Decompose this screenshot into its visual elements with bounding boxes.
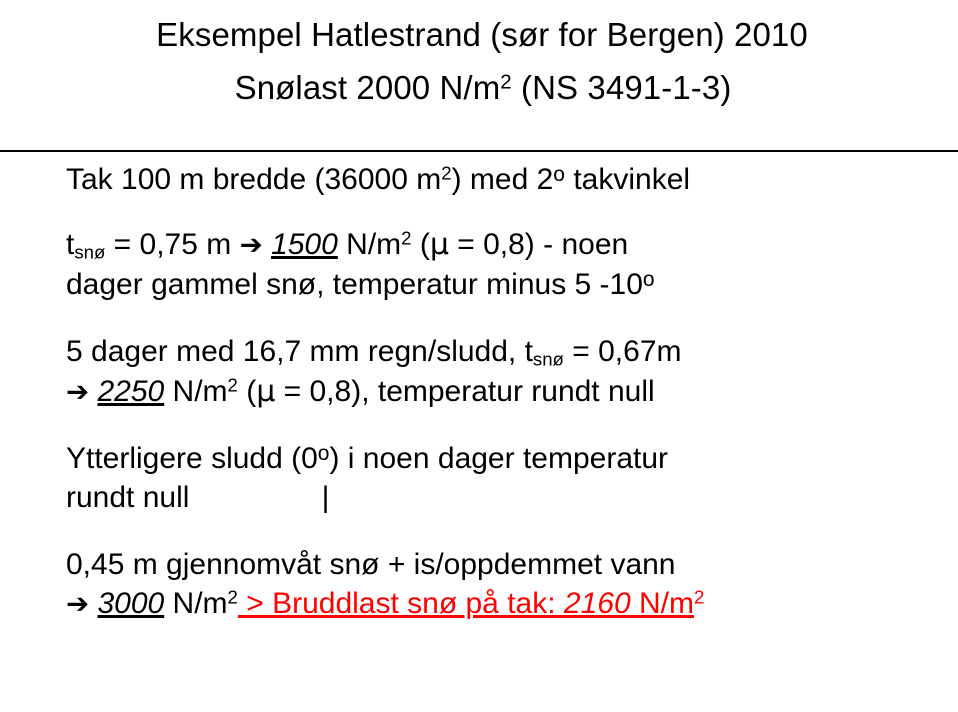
- text-caret: |: [321, 480, 330, 514]
- p5-text-b: N/m: [164, 586, 228, 620]
- p2-text-line2: dager gammel snø, temperatur minus 5 -10: [66, 267, 643, 301]
- p2-emphasis-value: 1500: [271, 228, 338, 261]
- p3-text-d: (: [237, 374, 257, 408]
- title-line-2-superscript: 2: [500, 70, 512, 94]
- slide-title: [0, 0, 958, 109]
- p3-line-2: [66, 372, 944, 411]
- p4-text-line2: rundt null: [66, 480, 190, 514]
- p5-red-superscript: 2: [693, 585, 705, 607]
- p2-arrow-icon: ➔: [239, 228, 263, 261]
- p5-red-text-b: N/m: [630, 586, 694, 620]
- p4-line-1: [66, 439, 944, 478]
- paragraph-additional-sleet: [66, 439, 944, 517]
- p2-line-1: [66, 225, 944, 265]
- p4-degree-symbol: o: [317, 441, 330, 465]
- p2-mu-symbol: μ: [429, 227, 449, 262]
- title-line-2: [0, 67, 958, 108]
- p5-emphasis-value: 3000: [97, 586, 165, 620]
- title-divider: [0, 150, 958, 152]
- p4-line-2: [66, 478, 944, 517]
- p5-line-2: [66, 584, 944, 623]
- p4-text-b: ) i noen dager temperatur: [329, 441, 669, 475]
- p5-text-a: 0,45 m gjennomvåt snø + is/oppdemmet vann: [66, 547, 676, 581]
- p1-text-b: ) med 2: [451, 163, 554, 196]
- p2-text-a: t: [66, 228, 75, 261]
- p1-text-c: takvinkel: [564, 163, 691, 196]
- p5-red-emphasis-value: 2160: [563, 586, 631, 620]
- p3-subscript-1: snø: [532, 348, 564, 370]
- p4-text-a: Ytterligere sludd (0: [66, 441, 318, 475]
- p2-line-2: [66, 265, 944, 304]
- paragraph-saturated-snow: [66, 545, 944, 623]
- title-line-1: Eksempel Hatlestrand (sør for Bergen) 2010: [156, 16, 808, 53]
- p1-text-a: Tak 100 m bredde (36000 m: [66, 163, 442, 196]
- p2-subscript-1: snø: [74, 241, 106, 263]
- p5-superscript-1: 2: [227, 585, 238, 607]
- p2-degree-symbol: o: [642, 267, 655, 291]
- p2-text-d: (: [411, 228, 430, 261]
- slide-body: [66, 160, 944, 623]
- p5-line-1: [66, 545, 944, 584]
- title-line-2-suffix: (NS 3491-1-3): [511, 69, 732, 107]
- paragraph-snow-thickness: [66, 225, 944, 304]
- p2-superscript-1: 2: [401, 227, 412, 249]
- p2-text-b: = 0,75 m: [105, 228, 240, 261]
- title-line-2-text: Snølast 2000 N/m: [234, 69, 501, 107]
- p3-text-e: = 0,8), temperatur rundt null: [275, 374, 655, 408]
- paragraph-rain-sleet: [66, 332, 944, 411]
- p5-red-text-a: > Bruddlast snø på tak:: [237, 586, 564, 620]
- p3-text-c: N/m: [164, 374, 228, 408]
- p3-superscript-1: 2: [227, 373, 238, 395]
- p3-text-a: 5 dager med 16,7 mm regn/sludd, t: [66, 334, 533, 368]
- p3-arrow-icon: ➔: [66, 374, 90, 408]
- p5-arrow-icon: ➔: [66, 586, 90, 620]
- p3-line-1: [66, 332, 944, 372]
- p1-superscript-1: 2: [441, 162, 452, 184]
- p3-mu-symbol: μ: [256, 373, 276, 409]
- p3-text-b: = 0,67m: [563, 334, 682, 368]
- p2-text-c: N/m: [337, 228, 402, 261]
- p1-degree-symbol: o: [553, 163, 565, 187]
- paragraph-roof-area: [66, 160, 944, 199]
- p3-emphasis-value: 2250: [97, 374, 165, 408]
- p2-text-e: = 0,8) - noen: [448, 228, 629, 261]
